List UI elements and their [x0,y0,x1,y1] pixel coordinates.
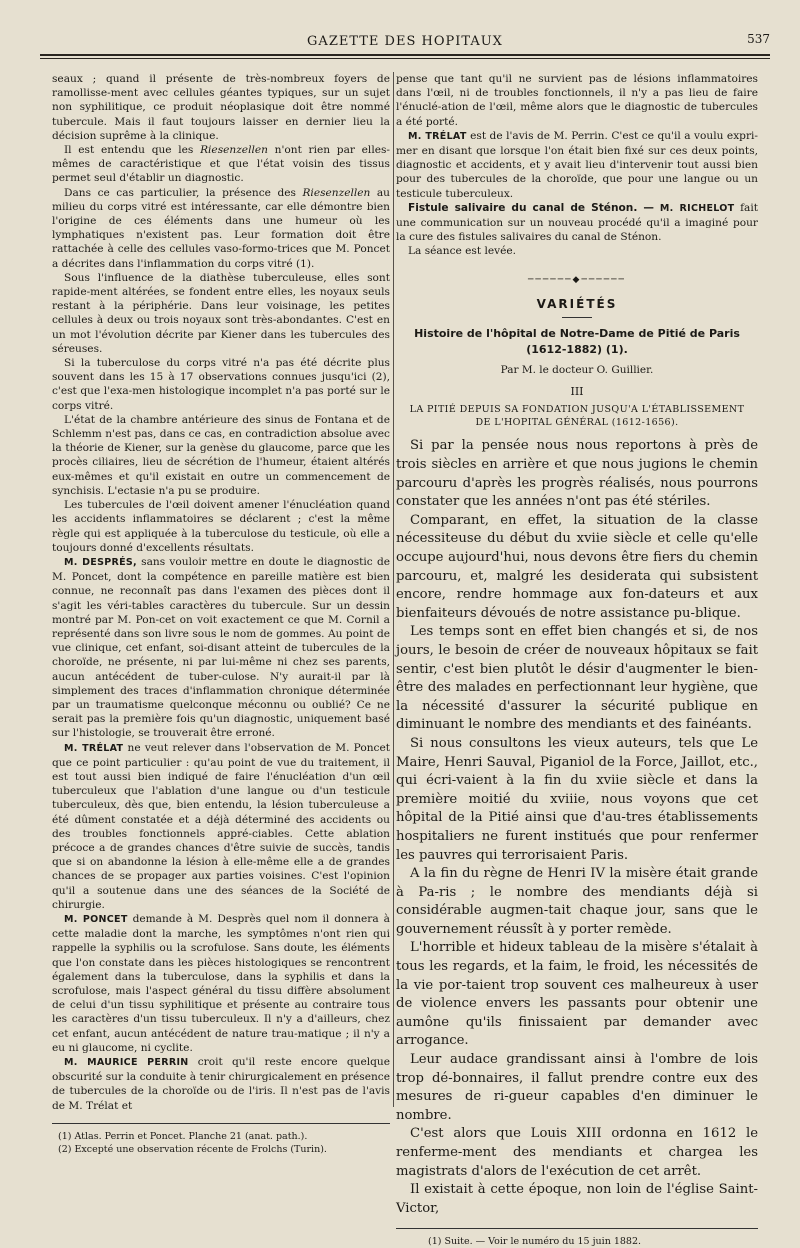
paragraph: M. PONCET demande à M. Desprès quel nom il donnera à cette maladie dont la marche, les symptômes n'ont rien qui rappelle la syphilis ou la scrofulose. Sans doute, les éléments que l'on constate dans les pièces histologiques se rencontrent également dans la tuberculose, dans la syphilis et dans la scrofulose, mais l'aspect général du tissu diffère absolument de celui d'un tissu syphilitique et présente au contraire tous les caractères d'un tissu tuberculeux. Il n'y a d'ailleurs, chez cet enfant, aucun antécédent de nature trau-matique ; il n'y a eu ni glaucome, ni cyclite. [52,912,390,1054]
section-heading: Fistule salivaire du canal de Sténon. — [408,201,654,214]
paragraph: La séance est levée. [408,245,517,258]
paragraph: Fistule salivaire du canal de Sténon. — M. RICHELOT fait une communication sur un nouveau procédé qu'il a imaginé pour la cure des fistules salivaires du canal de Sténon. [396,201,758,244]
section-title: VARIÉTÉS [536,296,618,311]
paragraph: Il est entendu que les Riesenzellen n'ont rien par elles-mêmes de caractéristique et que l'état voisin des tissus permet seul d'établir un diagnostic. [52,144,390,185]
chapter-number: III [570,385,584,399]
column-divider [393,72,394,1107]
speaker-name: M. TRÉLAT [64,742,124,754]
left-column [52,72,390,1156]
right-column [396,72,758,1248]
paragraph: Dans ce cas particulier, la présence des Riesenzellen au milieu du corps vitré est intéressante, car elle démontre bien l'origine de ces éléments dans une humeur où les lymphatiques n'existent pas. Leur formation doit être rattachée à celle des cellules vaso-formo-trices que M. Poncet a décrites dans l'inflammation du corps vitré (1). [52,186,390,270]
paragraph: L'état de la chambre antérieure des sinus de Fontana et de Schlemm n'est pas, dans ce cas, en contradiction absolue avec la théorie de Kiener, sur la genèse du glaucome, parce que les procès ciliaires, lieu de sécrétion de l'humeur, étaient altérés eux-mêmes et qu'il existait en outre un commencement de synchisis. L'ectasie n'a pu se produire. [52,413,390,497]
paragraph: Les temps sont en effet bien changés et si, de nos jours, le besoin de créer de nouveaux hôpitaux se fait sentir, c'est bien plutôt le désir d'augmenter le bien-être des malades en perfectionnant leur hygiène, que la nécessité d'assurer la sécurité publique en diminuant le nombre des mendiants et des fainéants. [396,624,758,733]
footnote: (1) Atlas. Perrin et Poncet. Planche 21 (anat. path.). [58,1130,308,1142]
chapter-title: LA PITIÉ DEPUIS SA FONDATION JUSQU'A L'ÉTABLISSEMENT DE L'HOPITAL GÉNÉRAL (1612-1656). [409,404,745,429]
title-rule [562,317,592,318]
article-body [396,437,758,1218]
page-header [40,30,770,66]
speaker-name: M. RICHELOT [653,202,735,214]
paragraph: Si par la pensée nous nous reportons à près de trois siècles en arrière et que nous jugions le chemin parcouru d'après les progrès réalisés, nous pourrons constater que les années n'ont pas été stériles. [396,438,758,510]
paragraph: seaux ; quand il présente de très-nombreux foyers de ramollisse-ment avec cellules géantes typiques, sur un sujet non syphilitique, ce produit néoplasique doit être nommé tubercule. Mais il faut toujours laisser en dernier lieu la décision suprême à la clinique. [52,73,390,142]
paragraph: L'horrible et hideux tableau de la misère s'étalait à tous les regards, et la faim, le froid, les nécessités de la vie por-taient trop souvent ces malheureux à user de violence envers les passants pour obtenir une aumône qu'ils finissaient par demander avec arrogance. [396,940,758,1049]
paragraph: Leur audace grandissant ainsi à l'ombre de lois trop dé-bonnaires, il fallut prendre contre eux des mesures de ri-gueur capables d'en diminuer le nombre. [396,1052,758,1123]
paragraph: M. TRÉLAT est de l'avis de M. Perrin. C'est ce qu'il a voulu expri-mer en disant que lorsque l'on était bien fixé sur ces deux points, diagnostic et accidents, et y avait lieu d'intervenir tout aussi bien pour des tubercules de la choroïde, que pour une langue ou un testicule tuberculeux. [396,129,758,200]
speaker-name: M. TRÉLAT [408,130,467,142]
footnote-rule [52,1123,390,1124]
paragraph: Si la tuberculose du corps vitré n'a pas été décrite plus souvent dans les 15 à 17 observations connues jusqu'ici (2), c'est que l'exa-men histologique incomplet n'a pas porté sur le corps vitré. [52,357,390,412]
footnote: (2) Excepté une observation récente de Frolchs (Turin). [58,1143,327,1155]
header-rule-thin [40,58,770,59]
article-author: Par M. le docteur O. Guillier. [500,364,654,377]
paragraph: Si nous consultons les vieux auteurs, tels que Le Maire, Henri Sauval, Piganiol de la Force, Jaillot, etc., qui écri-vaient à la fin du xviie siècle et dans la première moitié du xviiie, nous voyons que cet hôpital de la Pitié ainsi que d'au-tres établissements hospitaliers ne furent institués que pour renfermer les pauvres qui terrorisaient Paris. [396,735,758,863]
paragraph: pense que tant qu'il ne survient pas de lésions inflammatoires dans l'œil, ni de troubles fonctionnels, il n'y a pas lieu de faire l'énuclé-ation de l'œil, même alors que le diagnostic de tubercules a été porté. [396,73,758,128]
header-rule [40,54,770,56]
paragraph: Il existait à cette époque, non loin de l'église Saint-Victor, [396,1182,758,1216]
page-number: 537 [747,32,770,46]
footnote-rule [396,1228,758,1229]
paragraph: Sous l'influence de la diathèse tuberculeuse, elles sont rapide-ment altérées, se fondent entre elles, les noyaux seuls restant à la périphérie. Dans leur voisinage, les petites cellules à deux ou trois noyaux sont très-abondantes. C'est en un mot l'évolution décrite par Kiener dans les tubercules des séreuses. [52,271,390,355]
journal-title: GAZETTE DES HOPITAUX [307,34,503,49]
speaker-name: M. MAURICE PERRIN [64,1057,189,1069]
article-title: Histoire de l'hôpital de Notre-Dame de Pitié de Paris (1612-1882) (1). [414,327,740,357]
paragraph: A la fin du règne de Henri IV la misère était grande à Pa-ris ; le nombre des mendiants déjà si considérable augmen-tait chaque jour, sans que le gouvernement réussît à y porter remède. [396,866,758,937]
paragraph: M. MAURICE PERRIN croit qu'il reste encore quelque obscurité sur la conduite à tenir chirurgicalement en présence de tubercules de la choroïde ou de l'iris. Il n'est pas de l'avis de M. Trélat et [52,1056,390,1112]
paragraph: C'est alors que Louis XIII ordonna en 1612 le renferme-ment des mendiants et chargea les magistrats d'alors de l'exécution de cet arrêt. [396,1126,758,1179]
ornament-rule: ──────◆────── [528,274,626,285]
paragraph: M. DESPRÉS, sans vouloir mettre en doute le diagnostic de M. Poncet, dont la compétence en pareille matière est bien connue, ne reconnaît pas dans l'examen des pièces dont il s'agit les véri-tables caractères du tubercule. Sur un dessin montré par M. Pon-cet on voit exactement ce que M. Cornil a représenté dans son livre sous le nom de gommes. Au point de vue clinique, cet enfant, soi-disant atteint de tubercules de la choroïde, ne présente, ni par lui-même ni chez ses parents, aucun antécédent de tuber-culose. N'y aurait-il par là simplement des traces d'inflammation chronique déterminée par un traumatisme quelconque méconnu ou oublié? Ce ne serait pas la première fois qu'un diagnostic, uniquement basé sur l'histologie, se trouverait être erroné. [52,555,390,740]
paragraph: Les tubercules de l'œil doivent amener l'énucléation quand les accidents inflammatoires se déclarent ; c'est la même règle qui est appliquée à la tuberculose du testicule, où elle a toujours donné d'excellents résultats. [52,499,390,554]
speaker-name: M. PONCET [64,913,128,925]
paragraph: Comparant, en effet, la situation de la classe nécessiteuse du début du xviie siècle et celle qu'elle occupe aujourd'hui, nous devons être fiers du chemin parcouru, et, malgré les desiderata qui subsistent encore, rendre hommage aux fon-dateurs et aux bienfaiteurs dévoués de notre assistance pu-blique. [396,512,758,621]
speaker-name: M. DESPRÉS, [64,556,137,568]
paragraph: M. TRÉLAT ne veut relever dans l'observation de M. Poncet que ce point particulier : qu'au point de vue du traitement, il est tout aussi bien indiqué de faire l'énucléation d'un œil tuberculeux que l'ablation d'une langue ou d'un testicule tuberculeux, dès que, bien entendu, la lésion tuberculeuse a été dûment constatée et a déjà déterminé des accidents ou des troubles fonctionnels appré-ciables. Cette ablation précoce a de grandes chances d'être suivie de succès, tandis que si on abandonne la lésion à elle-même elle a de grandes chances de se propager aux parties voisines. C'est l'opinion qu'il a soutenue dans une des séances de la Société de chirurgie. [52,741,390,911]
footnote: (1) Suite. — Voir le numéro du 15 juin 1882. [428,1236,642,1248]
